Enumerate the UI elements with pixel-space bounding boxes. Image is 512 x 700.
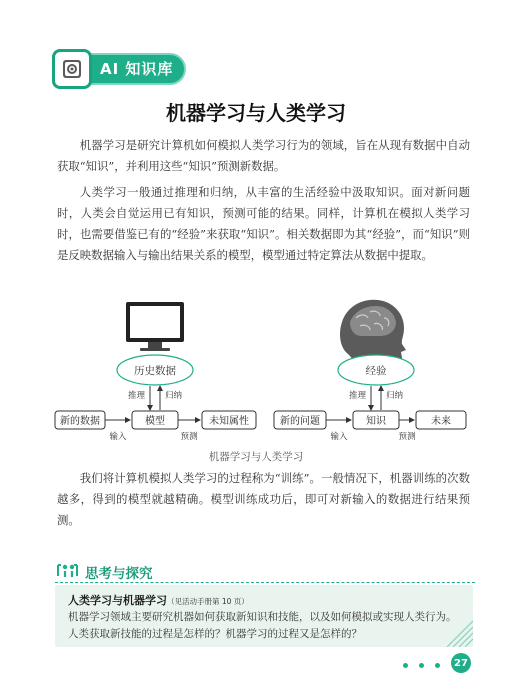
think-heading: 思考与探究 [85, 566, 153, 582]
footer-dots [403, 661, 453, 671]
box-new-problem-label: 新的问题 [280, 416, 320, 427]
label-input-left: 输入 [109, 432, 127, 442]
label-induction-right: 归纳 [386, 391, 404, 401]
page-number: 27 [451, 653, 471, 673]
think-section-header [55, 561, 475, 583]
dot [419, 663, 424, 668]
paragraph-2: 人类学习一般通过推理和归纳，从丰富的生活经验中汲取知识。面对新问题时，人类会自觉运用已有知识，预测可能的结果。同样，计算机在模拟人类学习时，也需要借鉴已有的“经验”来获取“知识”。相关数据即为其“经验”，而“知识”则是反映数据输入与输出结果关系的模型，模型通过特定算法从数据中提取。 [57, 185, 470, 262]
learning-diagram [50, 292, 470, 472]
label-reasoning-left: 推理 [127, 391, 145, 401]
paragraph-1: 机器学习是研究计算机如何模拟人类学习行为的领域，旨在从现有数据中自动获取“知识”，并利用这些“知识”预测新数据。 [57, 138, 470, 173]
think-subtitle-row [68, 592, 249, 608]
think-subnote: （见活动手册第 10 页） [167, 597, 249, 606]
think-body: 机器学习领域主要研究机器如何获取新知识和技能，以及如何模拟或实现人类行为。人类获取新技能的过程是怎样的？机器学习的过程又是怎样的？ [68, 611, 457, 640]
ai-knowledge-badge [52, 49, 188, 89]
box-unknown-attr-label: 未知属性 [209, 416, 249, 427]
box-new-data-label: 新的数据 [60, 416, 100, 427]
computer-monitor-icon [126, 302, 184, 351]
think-box [55, 585, 473, 647]
think-divider [55, 582, 475, 583]
paragraph-3: 我们将计算机模拟人类学习的过程称为“训练”。一般情况下，机器训练的次数越多，得到的模型就越精确。模型训练成功后，即可对新输入的数据进行结果预测。 [57, 471, 470, 527]
think-subtitle: 人类学习与机器学习 [68, 594, 167, 607]
decorative-stripes [443, 619, 473, 647]
page-title: 机器学习与人类学习 [166, 101, 346, 125]
box-knowledge-label: 知识 [366, 416, 386, 427]
badge-label: AI 知识库 [100, 60, 174, 78]
dot [403, 663, 408, 668]
think-icon [55, 561, 79, 581]
bubble-history-data-label: 历史数据 [134, 365, 176, 377]
book-icon [52, 49, 92, 89]
diagram-svg [50, 292, 470, 442]
box-model-label: 模型 [145, 416, 165, 427]
label-input-right: 输入 [330, 432, 348, 442]
label-predict-right: 预测 [398, 432, 416, 442]
diagram-caption: 机器学习与人类学习 [208, 451, 304, 463]
label-reasoning-right: 推理 [348, 391, 366, 401]
bubble-experience-label: 经验 [365, 365, 387, 377]
box-future-label: 未来 [431, 416, 451, 427]
label-predict-left: 预测 [180, 432, 198, 442]
dot [435, 663, 440, 668]
label-induction-left: 归纳 [165, 391, 183, 401]
